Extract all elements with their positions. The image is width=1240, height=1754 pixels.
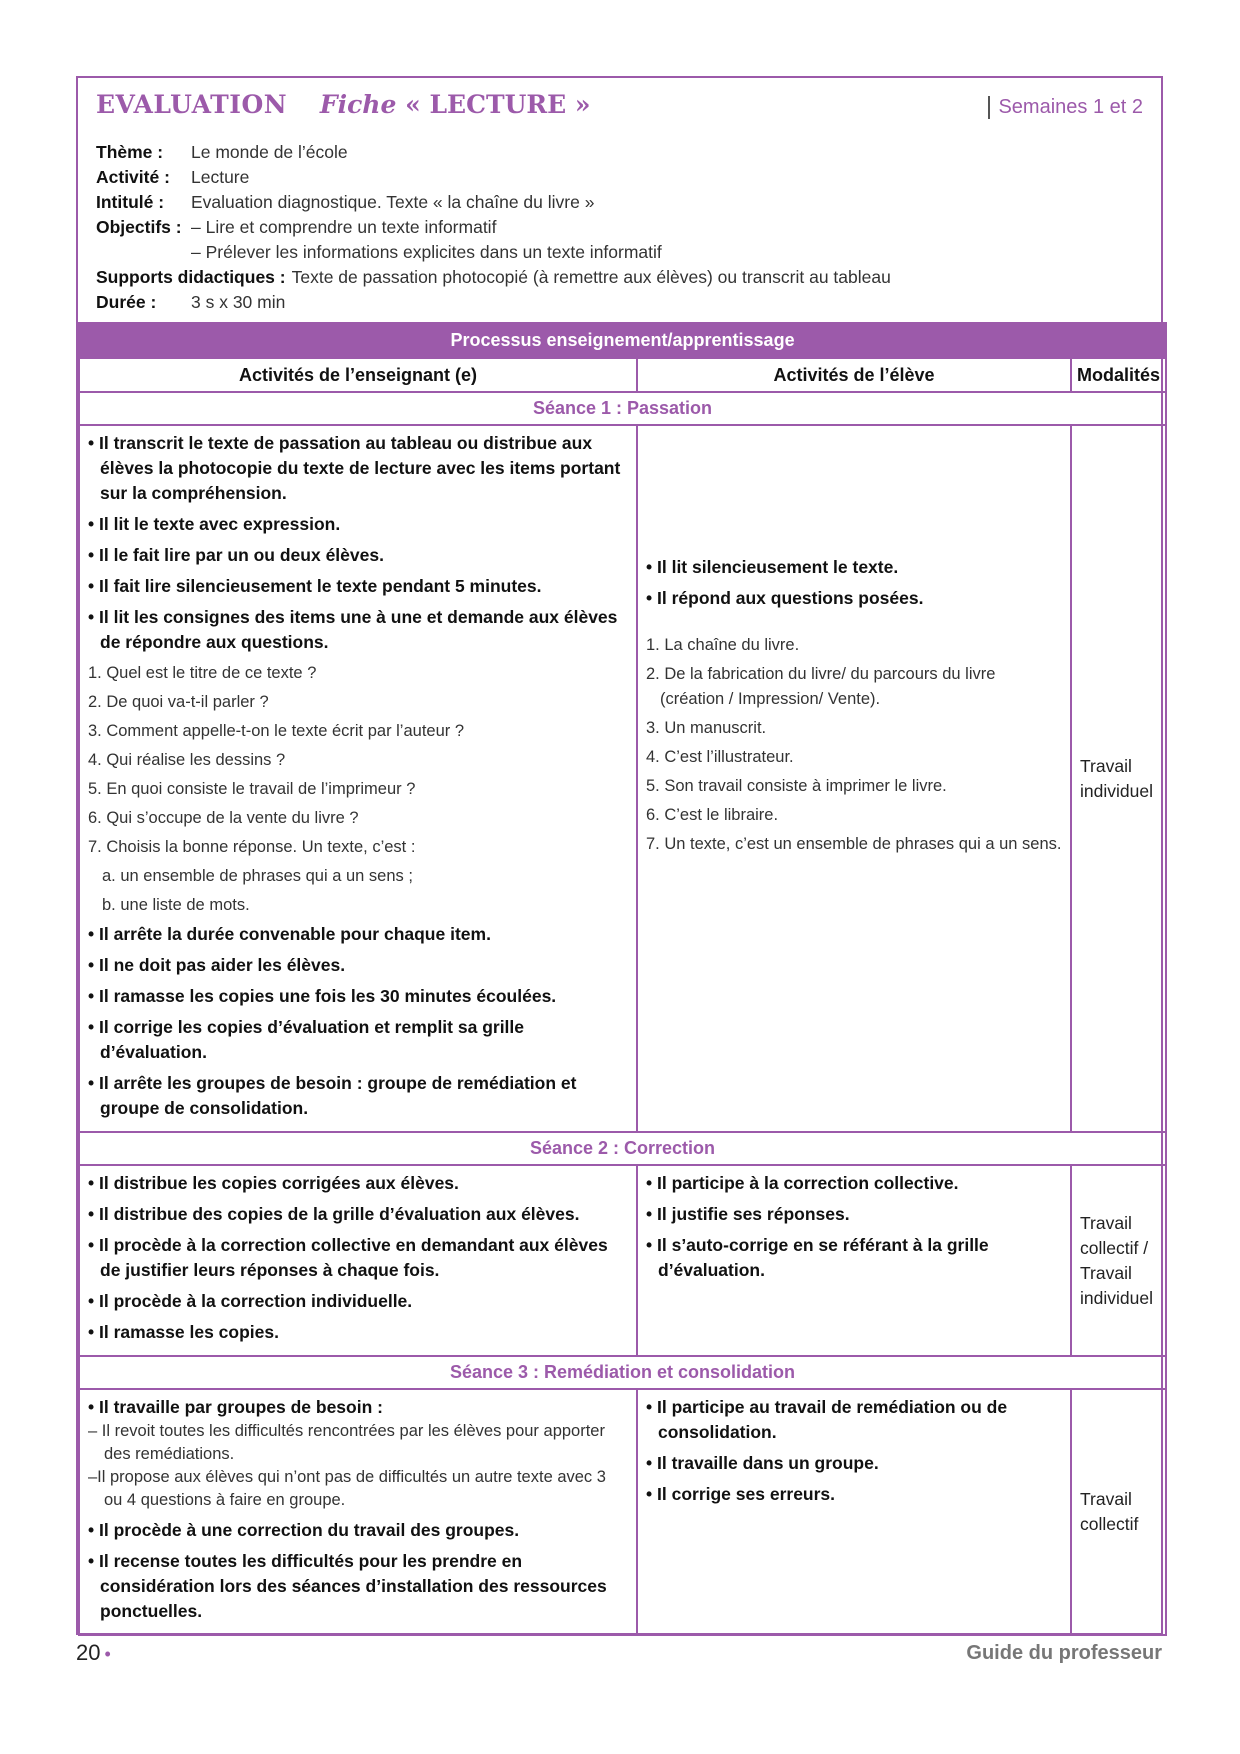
process-table (78, 322, 1167, 1636)
col-student: Activités de l’élève (637, 358, 1071, 392)
page-number: 20 • (76, 1640, 111, 1665)
session-1-teacher: • Il transcrit le texte de passation au tableau ou distribue aux élèves la photocopie du texte de lecture avec les items portant sur la compréhension. • Il lit le texte avec expression. • Il le fait lire par un ou deux élèves. • Il fait lire silencieusement le texte pendant 5 minutes. • Il lit les consignes des items une à une et demande aux élèves de répondre aux questions. 1. Quel est le titre de ce texte ? 2. De quoi va-t-il parler ? 3. Comment appelle-t-on le texte écrit par l’auteur ? 4. Qui réalise les dessins ? 5. En quoi consiste le travail de l’imprimeur ? 6. Qui s’occupe de la vente du livre ? 7. Choisis la bonne réponse. Un texte, c’est : a. un ensemble de phrases qui a un sens ; b. une liste de mots. • Il arrête la durée convenable pour chaque item. • Il ne doit pas aider les élèves. • Il ramasse les copies une fois les 30 minutes écoulées. • Il corrige les copies d’évaluation et remplit sa grille d’évaluation. • Il arrête les groupes de besoin : groupe de remédiation et groupe de consolidation. (79, 425, 637, 1132)
session-3-student: • Il participe au travail de remédiation ou de consolidation. • Il travaille dans un groupe. • Il corrige ses erreurs. (637, 1389, 1071, 1635)
session-2-teacher: • Il distribue les copies corrigées aux élèves. • Il distribue des copies de la grille d’évaluation aux élèves. • Il procède à la correction collective en demandant aux élèves de justifier leurs réponses à chaque fois. • Il procède à la correction individuelle. • Il ramasse les copies. (79, 1165, 637, 1356)
objective-2: – Prélever les informations explicites dans un texte informatif (191, 242, 662, 262)
bullet-icon: • (104, 1644, 111, 1664)
activity-value: Lecture (191, 167, 250, 187)
session-3-title: Séance 3 : Remédiation et consolidation (79, 1356, 1166, 1389)
col-teacher: Activités de l’enseignant (e) (79, 358, 637, 392)
session-1-title: Séance 1 : Passation (79, 392, 1166, 425)
weeks-label: Semaines 1 et 2 (988, 96, 1143, 119)
sheet-header (78, 78, 1161, 322)
process-band: Processus enseignement/apprentissage (79, 323, 1166, 358)
sheet-title: EVALUATION Fiche « LECTURE » (96, 90, 591, 119)
session-2-student: • Il participe à la correction collective. • Il justifie ses réponses. • Il s’auto-corrige en se référant à la grille d’évaluation. (637, 1165, 1071, 1356)
session-1-student: • Il lit silencieusement le texte. • Il répond aux questions posées. 1. La chaîne du livre. 2. De la fabrication du livre/ du parcours du livre (création / Impression/ Vente). 3. Un manuscrit. 4. C’est l’illustrateur. 5. Son travail consiste à imprimer le livre. 6. C’est le libraire. 7. Un texte, c’est un ensemble de phrases qui a un sens. (637, 425, 1071, 1132)
session-2-modalities: Travail collectif / Travail individuel (1071, 1165, 1166, 1356)
duration-value: 3 s x 30 min (191, 292, 286, 312)
footer-guide-label: Guide du professeur (966, 1642, 1162, 1664)
session-3-teacher: • Il travaille par groupes de besoin : – Il revoit toutes les difficultés rencontrées par les élèves pour apporter des remédiations. –Il propose aux élèves qui n’ont pas de difficultés un autre texte avec 3 ou 4 questions à faire en groupe. • Il procède à une correction du travail des groupes. • Il recense toutes les difficultés pour les prendre en considération lors des séances d’installation des ressources ponctuelles. (79, 1389, 637, 1635)
supports-value: Texte de passation photocopié (à remettre aux élèves) ou transcrit au tableau (291, 267, 891, 287)
theme-value: Le monde de l’école (191, 142, 348, 162)
lesson-sheet (76, 76, 1163, 1635)
col-modalities: Modalités (1071, 358, 1166, 392)
title-value: Evaluation diagnostique. Texte « la chaîne du livre » (191, 192, 595, 212)
sheet-meta: Thème : Le monde de l’école Activité : Lecture Intitulé : Evaluation diagnostique. Texte « la chaîne du livre » Objectifs : – Lire et comprendre un texte informatif – Prélever les informations explicites dans un texte informatif Supports didactiques : Texte de passation photocopié (à remettre aux élèves) ou transcrit au tableau Durée : 3 s x 30 min (96, 140, 1143, 315)
session-2-title: Séance 2 : Correction (79, 1132, 1166, 1165)
session-1-modalities: Travail individuel (1071, 425, 1166, 1132)
objective-1: – Lire et comprendre un texte informatif (191, 217, 497, 237)
session-3-modalities: Travail collectif (1071, 1389, 1166, 1635)
